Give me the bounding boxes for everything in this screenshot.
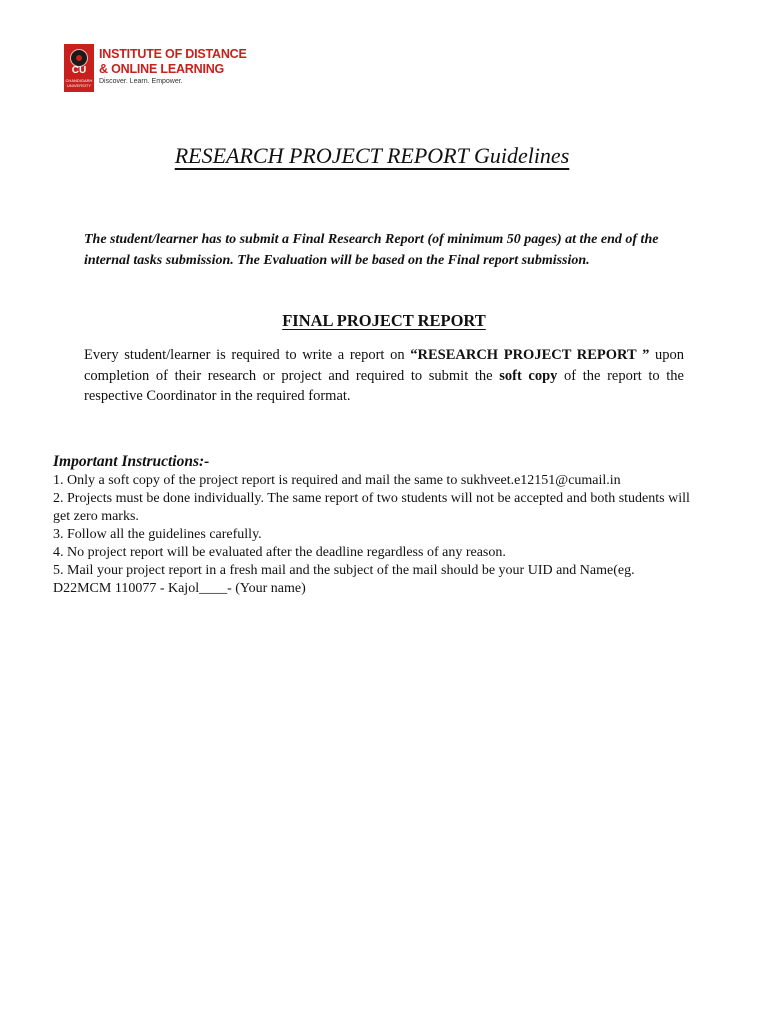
intro-paragraph: The student/learner has to submit a Final Research Report (of minimum 50 pages) at the end of the internal tasks submission. The Evaluation will be based on the Final report submission. — [84, 232, 659, 268]
document-title-text: RESEARCH PROJECT REPORT Guidelines — [174, 143, 570, 168]
para-bold-soft-copy: soft copy — [499, 367, 558, 384]
instruction-item: 1. Only a soft copy of the project report is required and mail the same to sukhveet.e12151@cumail.in — [53, 473, 621, 488]
instructions-list — [53, 472, 693, 598]
report-description-paragraph — [84, 345, 684, 407]
para-text-3: of the report to the respective Coordinator in the required format. — [84, 367, 684, 404]
para-text-1: Every student/learner is required to write a report on — [84, 347, 411, 363]
logo-tagline: Discover. Learn. Empower. — [99, 78, 183, 85]
instructions-heading: Important Instructions:- — [53, 453, 210, 470]
instruction-item: 2. Projects must be done individually. The same report of two students will not be accepted and both students will get zero marks. — [53, 491, 690, 524]
section-heading: FINAL PROJECT REPORT — [282, 311, 486, 330]
instruction-item: 4. No project report will be evaluated after the deadline regardless of any reason. — [53, 545, 506, 560]
document-title — [0, 141, 744, 171]
logo-line-2: & ONLINE LEARNING — [99, 62, 225, 76]
para-text-2: upon completion of their research or project and required to submit the — [84, 347, 684, 384]
logo-mark-text: CU — [71, 65, 87, 76]
logo-emblem — [64, 44, 94, 92]
logo-text — [99, 47, 254, 87]
logo-line-1: INSTITUTE OF DISTANCE — [99, 47, 247, 61]
institute-logo — [64, 44, 250, 94]
logo-mark-subtext: CHANDIGARH UNIVERSITY — [65, 78, 93, 88]
instruction-item: 3. Follow all the guidelines carefully. — [53, 527, 262, 542]
instruction-item: 5. Mail your project report in a fresh mail and the subject of the mail should be your UID and Name(eg. D22MCM 110077 - Kajol____- (Your name) — [53, 563, 635, 596]
para-bold-report-name: “RESEARCH PROJECT REPORT ” — [410, 347, 650, 363]
